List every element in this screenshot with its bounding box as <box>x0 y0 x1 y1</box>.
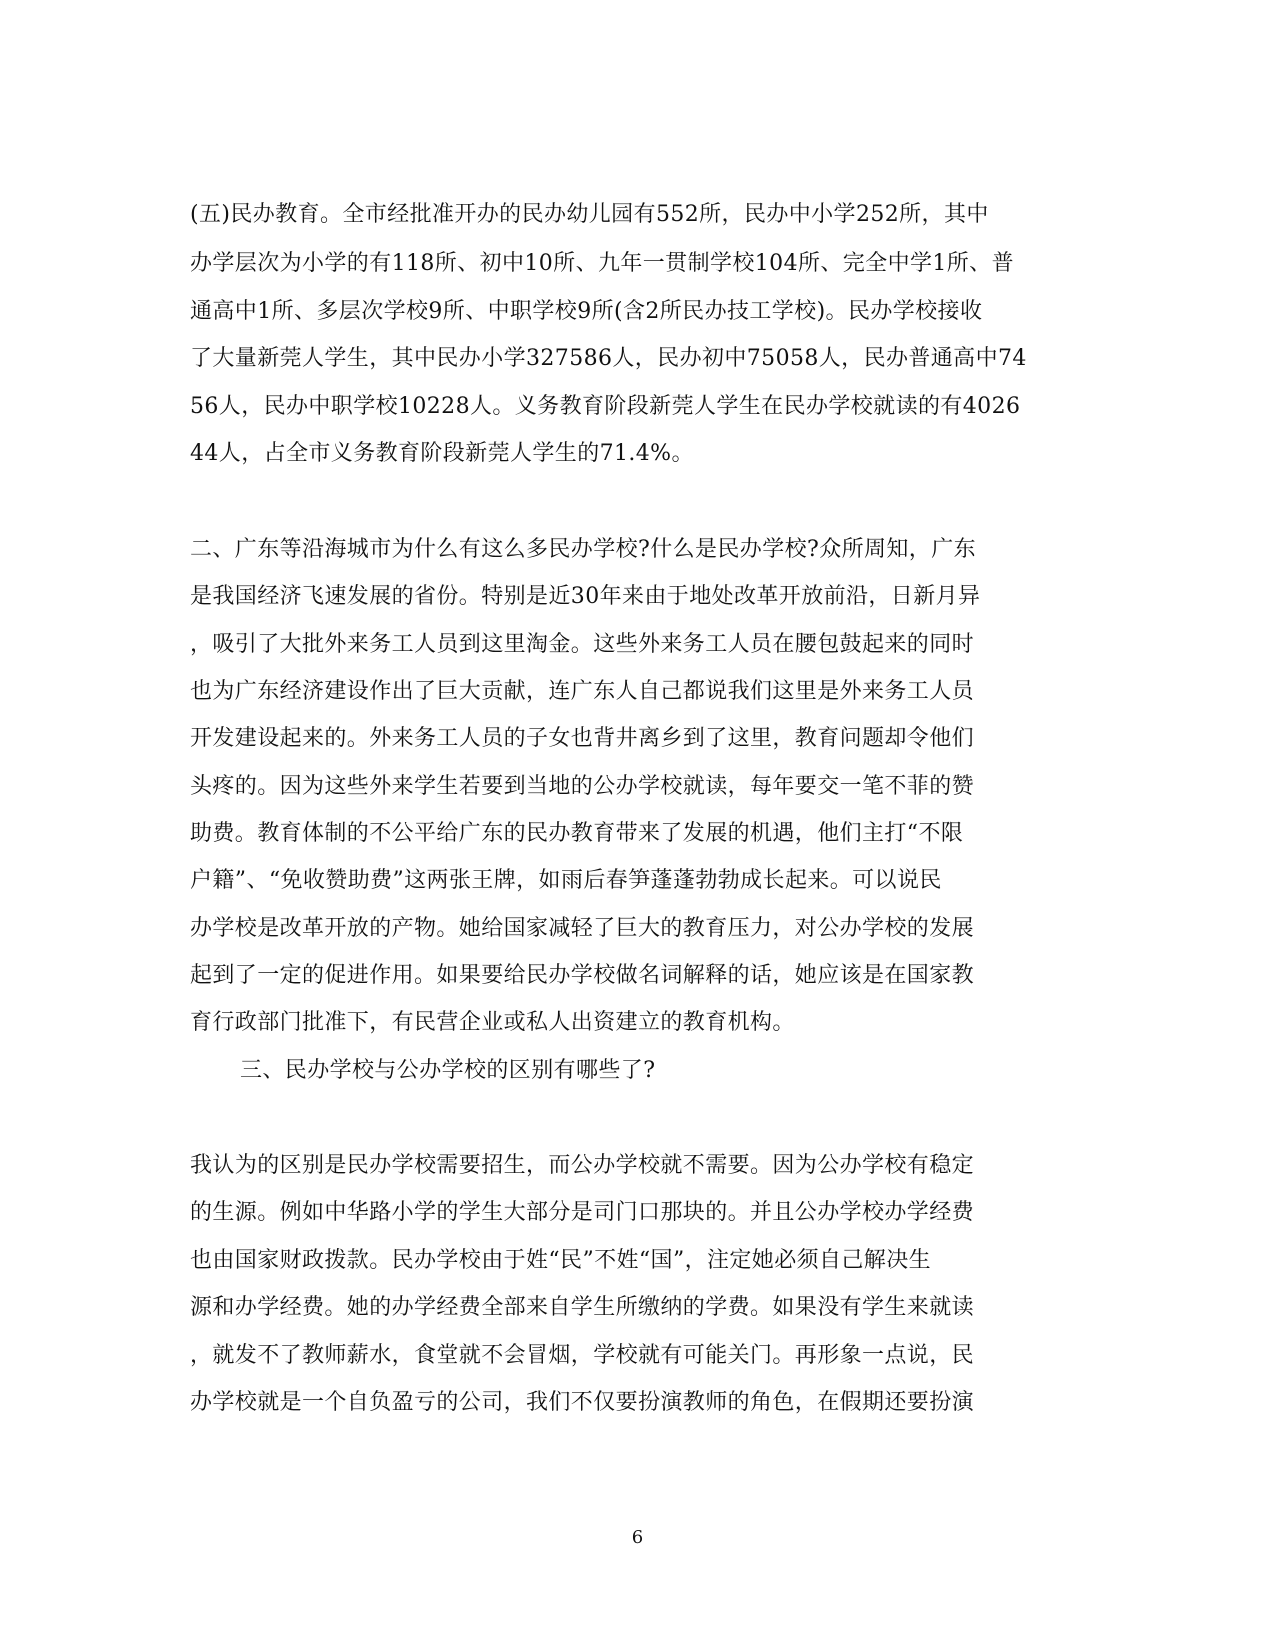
text-line: 了大量新莞人学生，其中民办小学327586人，民办初中75058人，民办普通高中74 <box>190 346 1027 371</box>
text-line: 的生源。例如中华路小学的学生大部分是司门口那块的。并且公办学校办学经费 <box>190 1200 975 1225</box>
text-line: (五)民办教育。全市经批准开办的民办幼儿园有552所，民办中小学252所，其中 <box>190 202 989 227</box>
text-line: 56人，民办中职学校10228人。义务教育阶段新莞人学生在民办学校就读的有4026 <box>190 394 1021 419</box>
text-line: 起到了一定的促进作用。如果要给民办学校做名词解释的话，她应该是在国家教 <box>190 963 975 988</box>
text-line: 开发建设起来的。外来务工人员的子女也背井离乡到了这里，教育问题却令他们 <box>190 726 975 751</box>
text-line: ，吸引了大批外来务工人员到这里淘金。这些外来务工人员在腰包鼓起来的同时 <box>190 632 975 657</box>
section-heading: 三、民办学校与公办学校的区别有哪些了? <box>240 1058 656 1083</box>
text-line: 也由国家财政拨款。民办学校由于姓“民”不姓“国”，注定她必须自己解决生 <box>190 1248 931 1273</box>
text-line: 通高中1所、多层次学校9所、中职学校9所(含2所民办技工学校)。民办学校接收 <box>190 299 983 324</box>
text-line: 我认为的区别是民办学校需要招生，而公办学校就不需要。因为公办学校有稳定 <box>190 1153 975 1178</box>
text-line: 也为广东经济建设作出了巨大贡献，连广东人自己都说我们这里是外来务工人员 <box>190 679 975 704</box>
text-line: 源和办学经费。她的办学经费全部来自学生所缴纳的学费。如果没有学生来就读 <box>190 1295 975 1320</box>
text-line: 办学校就是一个自负盈亏的公司，我们不仅要扮演教师的角色，在假期还要扮演 <box>190 1390 975 1415</box>
text-line: 办学层次为小学的有118所、初中10所、九年一贯制学校104所、完全中学1所、普 <box>190 251 1014 276</box>
text-line: 44人，占全市义务教育阶段新莞人学生的71.4%。 <box>190 441 694 466</box>
text-line: ，就发不了教师薪水，食堂就不会冒烟，学校就有可能关门。再形象一点说，民 <box>190 1343 975 1368</box>
text-line: 是我国经济飞速发展的省份。特别是近30年来由于地处改革开放前沿，日新月异 <box>190 584 981 609</box>
text-line: 二、广东等沿海城市为什么有这么多民办学校?什么是民办学校?众所周知，广东 <box>190 537 976 562</box>
text-line: 办学校是改革开放的产物。她给国家减轻了巨大的教育压力，对公办学校的发展 <box>190 916 975 941</box>
text-line: 头疼的。因为这些外来学生若要到当地的公办学校就读，每年要交一笔不菲的赞 <box>190 774 975 799</box>
page-number: 6 <box>631 1527 644 1548</box>
text-line: 育行政部门批准下，有民营企业或私人出资建立的教育机构。 <box>190 1010 795 1035</box>
text-line: 助费。教育体制的不公平给广东的民办教育带来了发展的机遇，他们主打“不限 <box>190 821 964 846</box>
text-line: 户籍”、“免收赞助费”这两张王牌，如雨后春笋蓬蓬勃勃成长起来。可以说民 <box>190 868 942 893</box>
